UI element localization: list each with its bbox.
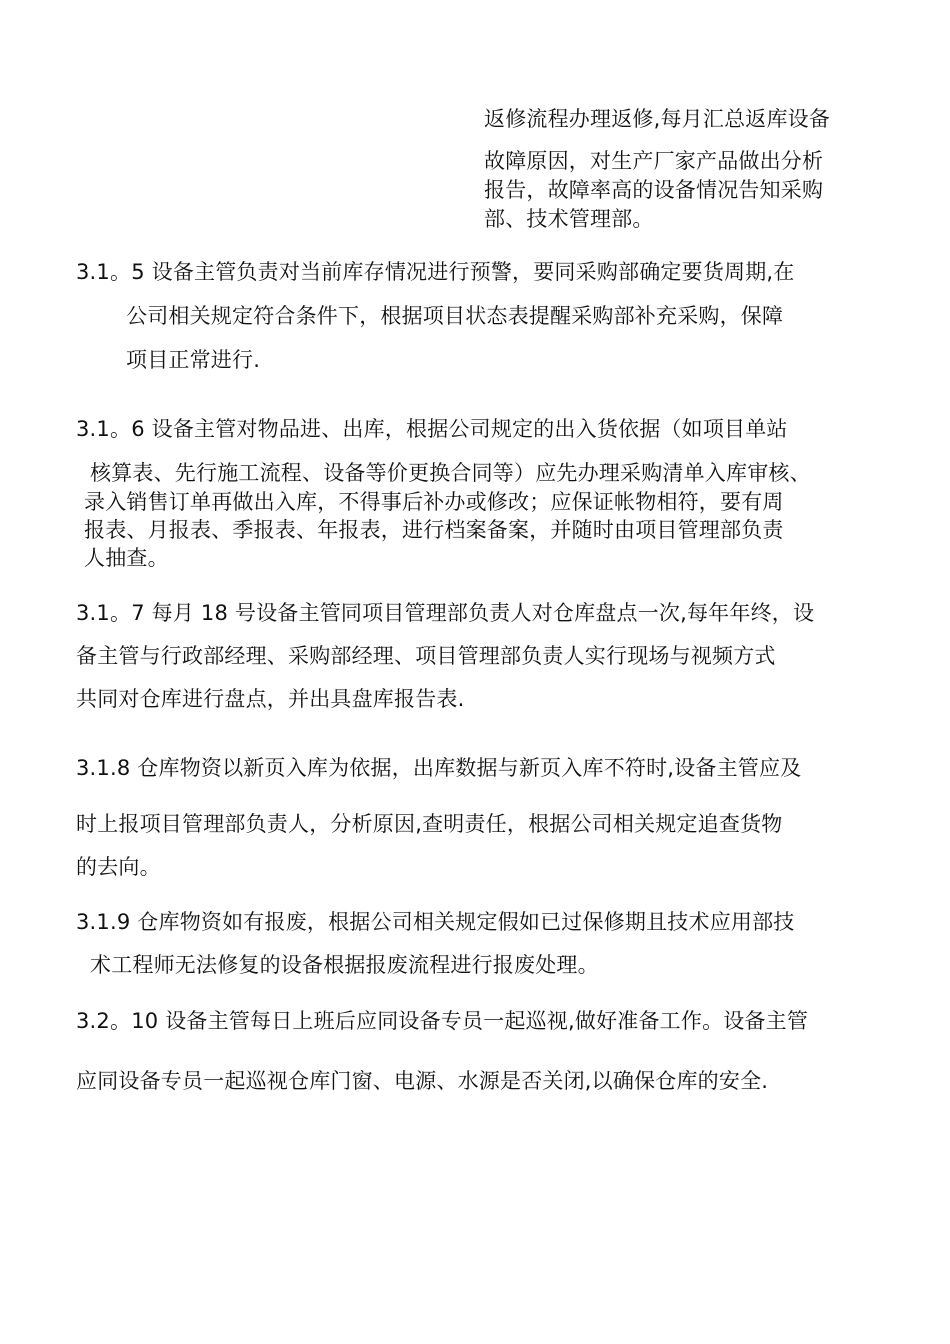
text-line: 人抽查。: [84, 546, 169, 570]
text-line: 录入销售订单再做出入库，不得事后补办或修改；应保证帐物相符，要有周: [84, 490, 784, 514]
text-line: 术工程师无法修复的设备根据报废流程进行报废处理。: [90, 953, 599, 977]
text-line: 报表、月报表、季报表、年报表，进行档案备案，并随时由项目管理部负责: [84, 518, 784, 542]
text-line: 共同对仓库进行盘点，并出具盘库报告表.: [76, 687, 465, 711]
text-line: 3.2。10 设备主管每日上班后应同设备专员一起巡视,做好准备工作。设备主管: [76, 1009, 809, 1033]
text-line: 3.1。5 设备主管负责对当前库存情况进行预警，要同采购部确定要货周期,在: [76, 260, 795, 284]
text-line: 备主管与行政部经理、采购部经理、项目管理部负责人实行现场与视频方式: [76, 644, 776, 668]
text-line: 公司相关规定符合条件下，根据项目状态表提醒采购部补充采购，保障: [126, 304, 784, 328]
text-line: 的去向。: [76, 855, 161, 879]
text-line: 报告，故障率高的设备情况告知采购: [484, 178, 824, 202]
text-line: 应同设备专员一起巡视仓库门窗、电源、水源是否关闭,以确保仓库的安全.: [76, 1069, 769, 1093]
text-line: 故障原因，对生产厂家产品做出分析: [484, 149, 824, 173]
text-line: 返修流程办理返修,每月汇总返库设备: [484, 107, 831, 131]
text-line: 3.1。6 设备主管对物品进、出库，根据公司规定的出入货依据（如项目单站: [76, 417, 788, 441]
text-line: 3.1.9 仓库物资如有报废，根据公司相关规定假如已过保修期且技术应用部技: [76, 910, 795, 934]
text-line: 时上报项目管理部负责人，分析原因,查明责任，根据公司相关规定追查货物: [76, 812, 783, 836]
text-line: 3.1。7 每月 18 号设备主管同项目管理部负责人对仓库盘点一次,每年年终，设: [76, 601, 815, 625]
text-line: 核算表、先行施工流程、设备等价更换合同等）应先办理采购清单入库审核、: [90, 461, 811, 485]
text-line: 部、技术管理部。: [484, 207, 654, 231]
text-line: 3.1.8 仓库物资以新页入库为依据，出库数据与新页入库不符时,设备主管应及: [76, 756, 802, 780]
text-line: 项目正常进行.: [126, 348, 261, 372]
